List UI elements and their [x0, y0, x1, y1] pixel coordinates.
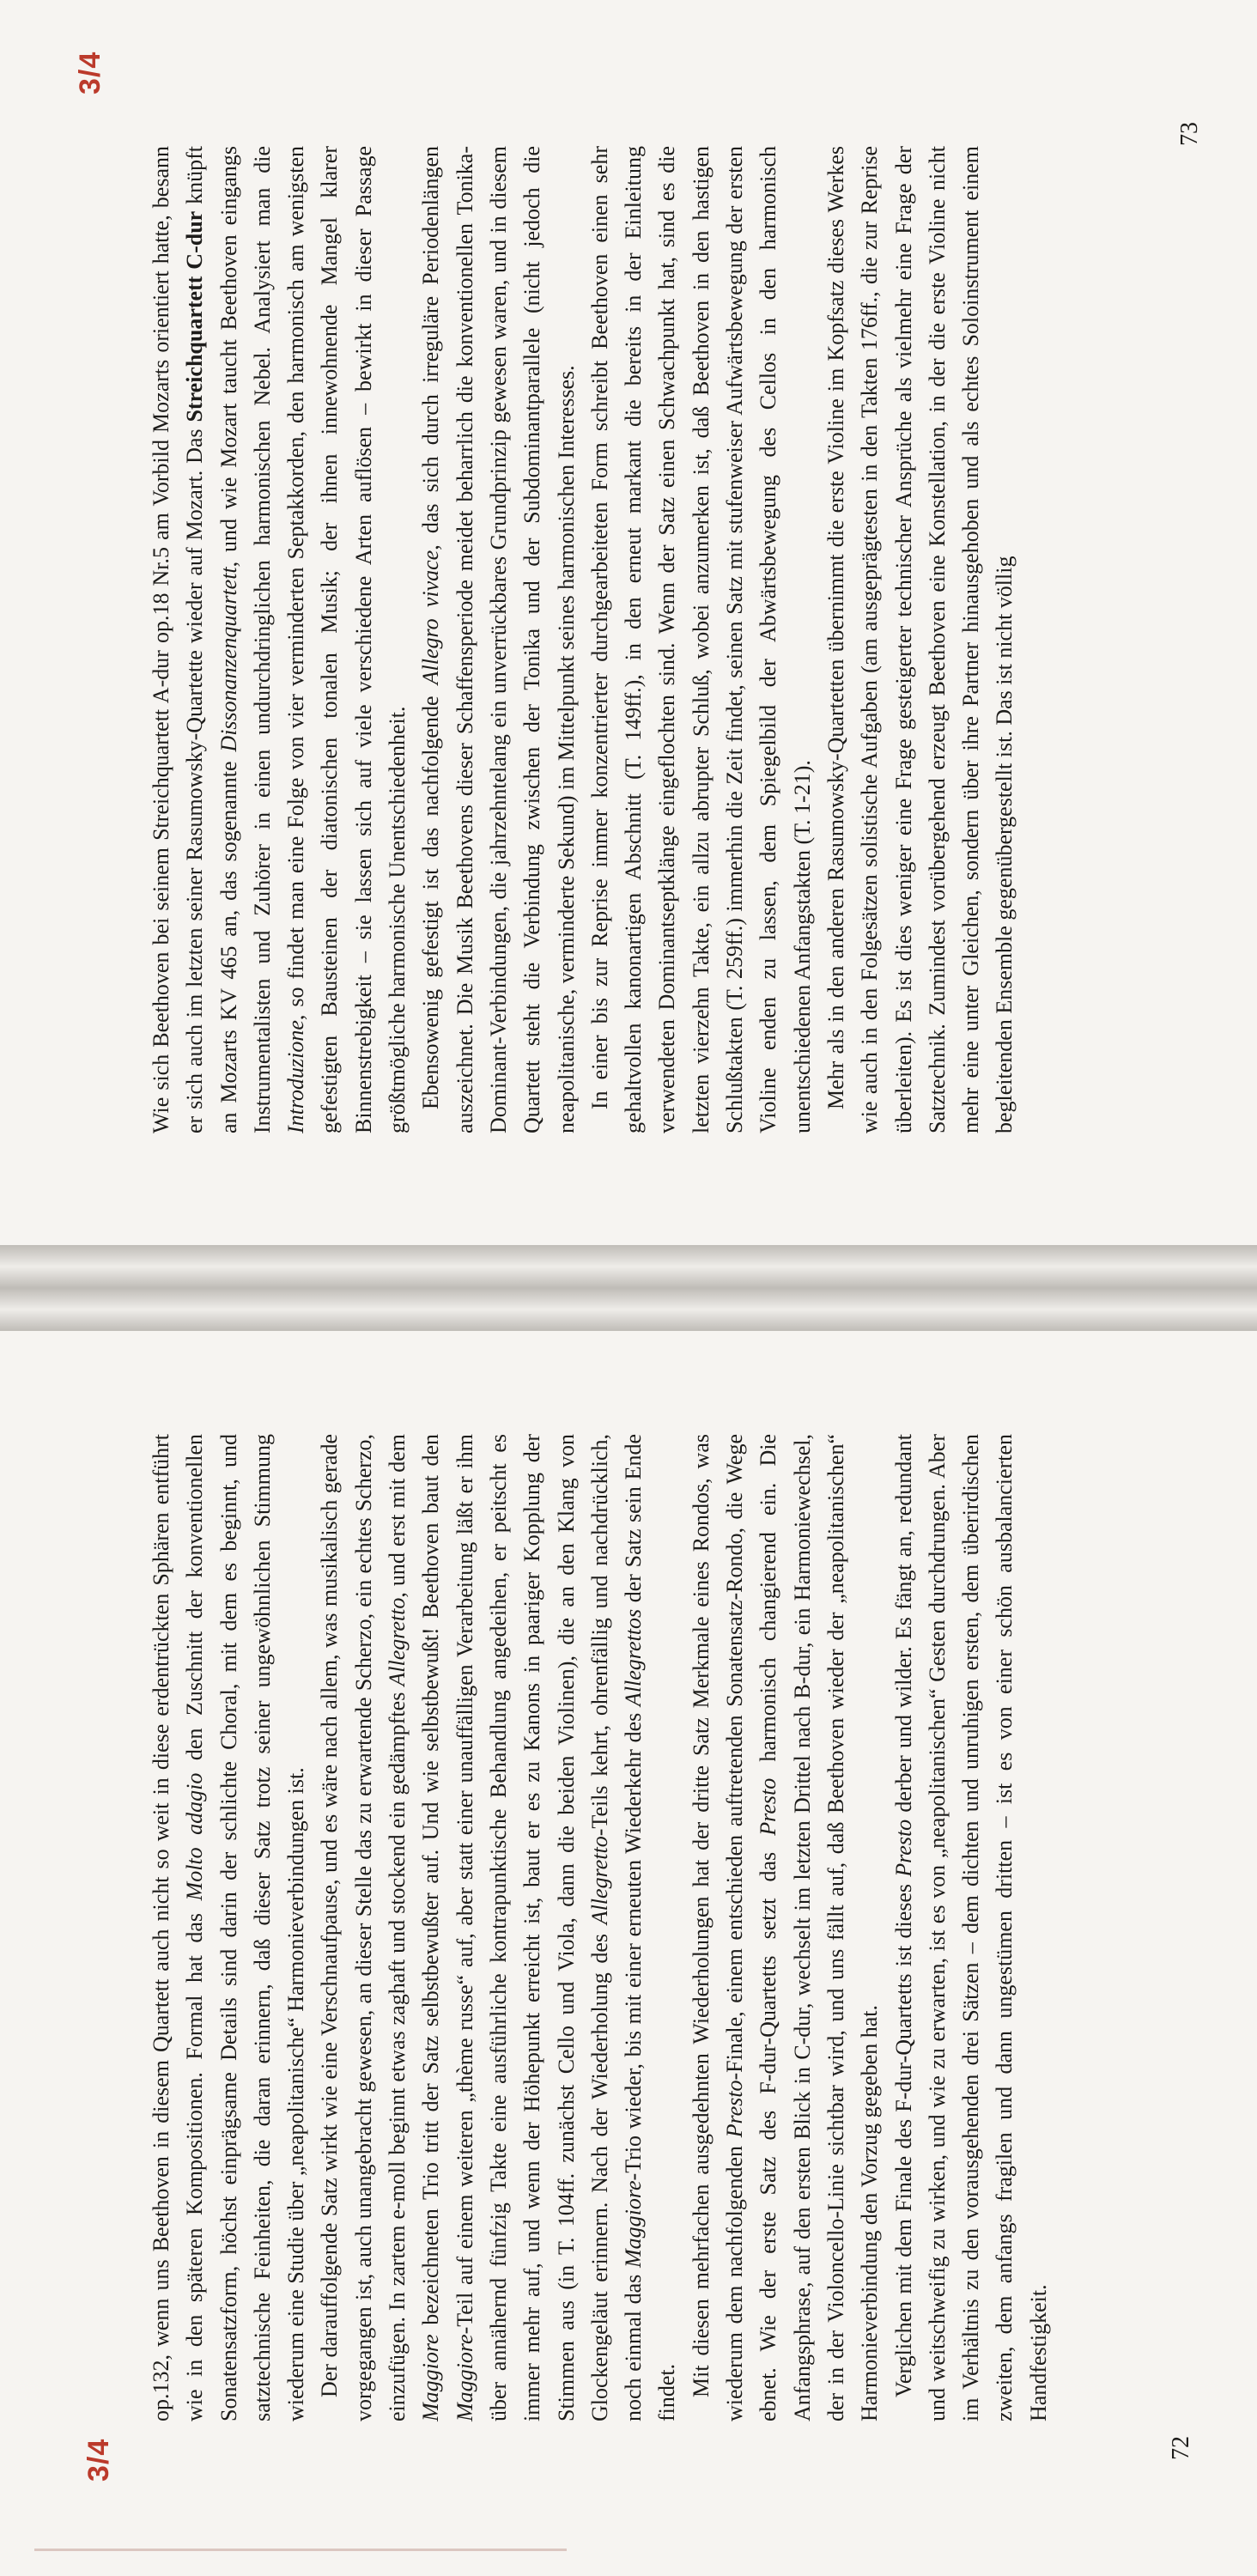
text-run: Molto adagio — [182, 1772, 208, 1901]
paragraph — [144, 146, 414, 1133]
text-run: Introduzione — [283, 1020, 309, 1133]
paragraph — [313, 1434, 683, 2421]
text-run: Ebensowenig gefestigt ist das nachfolgende — [418, 684, 444, 1109]
body-text-page-72 — [144, 1434, 1055, 2421]
page-number-73: 73 — [1176, 122, 1203, 146]
paragraph — [583, 146, 819, 1133]
paragraph — [684, 1434, 887, 2421]
text-run: -Teils kehrt, ohrenfällig und nachdrücklich, noch einmal das — [586, 1434, 647, 2421]
text-run: -Trio wieder, bis mit einer erneuten Wiederkehr des — [621, 1706, 647, 2181]
paragraph — [887, 1434, 1055, 2421]
text-run: Allegretto — [586, 1836, 612, 1925]
paragraph — [414, 146, 582, 1133]
text-run: op.132, wenn uns Beethoven in diesem Quartett auch nicht so weit in diese erdentrückten Sphären entführt wie in den späteren Kompositionen. Formal hat das — [149, 1434, 208, 2421]
page-number-72: 72 — [1168, 2436, 1194, 2460]
text-run: Maggiore — [418, 2334, 444, 2421]
text-run: -Finale, einem entschieden auftretenden Sonatensatz-Rondo, die Wege ebnet. Wie der erste Satz des F-dur-Quartetts setzt das — [722, 1434, 781, 2421]
text-run: , und erst mit dem — [385, 1434, 410, 1598]
text-run: Presto — [890, 1819, 916, 1877]
text-run: Wie sich Beethoven bei seinem Streichquartett A-dur op.18 Nr.5 am Vorbild Mozarts orientiert hatte, besann er sich auch im letzten seiner Rasumowsky-Quartette wieder auf Mozart. Das — [149, 146, 208, 1133]
text-run: Presto — [756, 1777, 781, 1836]
text-run: Mehr als in den anderen Rasumowsky-Quartetten übernimmt die erste Violine im Kopfsatz dieses Werkes wie auch in den Folgesätzen solistische Aufgaben (am ausgeprägtesten in den Takten 176ff., die zur Reprise überleiten). Es ist dies weniger eine Frage gesteigerter technischer Ansprüche als vielmehr eine Frage der Satztechnik. Zumindest vorübergehend erzeugt Beethoven eine Konstellation, in der die erste Violine nicht mehr eine unter Gleichen, sondern über ihre Partner hinausgehoben und als echtes Soloinstrument einem begleitenden Ensemble gegenübergestellt ist. Das ist nicht völlig — [823, 146, 1017, 1133]
text-run: Mit diesen mehrfachen ausgedehnten Wiederholungen hat der dritte Satz Merkmale eines Rondos, was wiederum dem nachfolgenden — [688, 1434, 748, 2421]
text-run: -Teil auf einem weiteren „thème russe“ auf, aber statt einer unauffälligen Verarbeitung läßt er ihm über annähernd fünfzig Takte eine ausführliche kontrapunktische Behandlung angedeihen, er peitscht es immer mehr auf, und wenn der Höhepunkt erreicht ist, baut er es zu Kanons in paariger Kopplung der Stimmen aus (in T. 104ff. zunächst Cello und Viola, dann die beiden Violinen), die an den Klang von Glockengeläut erinnern. Nach der Wiederholung des — [452, 1434, 612, 2421]
text-run: knüpft an Mozarts KV 465 an, das sogenannte — [182, 146, 241, 1133]
text-run: der Satz sein Ende findet. — [621, 1433, 680, 2421]
page-72 — [0, 1288, 1257, 2576]
paragraph — [144, 1434, 313, 2421]
text-run: Presto — [722, 2080, 748, 2138]
text-run: Verglichen mit dem Finale des F-dur-Quartetts ist dieses — [890, 1876, 916, 2397]
paragraph — [819, 146, 1022, 1133]
text-run: Allegro vivace — [418, 550, 444, 685]
text-run: den Zuschnitt der konventionellen Sonatensatzform, höchst einprägsame Details sind darin der schlichte Choral, mit dem es beginnt, und satztechnische Feinheiten, die daran erinnern, daß dieser Satz trotz seiner ungewöhnlichen Stimmung wiederum eine Studie über „neapolitanische“ Harmonieverbindungen ist. — [182, 1434, 309, 2421]
text-run: Allegrettos — [621, 1608, 647, 1707]
chapter-folio-bottom: 3/4 — [82, 2438, 115, 2482]
text-run: derber und wilder. Es fängt an, redundant und weitschweifig zu wirken, und wie zu erwarten, ist es von „neapolitanischen“ Gesten durchdrungen. Aber im Verhältnis zu den vorausgehenden drei Sätzen – dem dichten und unruhigen ersten, dem überirdischen zweiten, dem anfangs fragilen und dann ungestümen dritten – ist es von einer schön ausbalancierten Handfestigkeit. — [890, 1434, 1051, 2421]
pencil-mark — [34, 2549, 567, 2551]
text-run: Dissonanzenquartett — [216, 567, 241, 752]
text-run: bezeichneten Trio tritt der Satz selbstbewußter auf. Und wie selbstbewußt! Beethoven baut den — [418, 1434, 444, 2335]
body-text-page-73 — [144, 146, 1022, 1133]
text-run: , so findet man eine Folge von vier verminderten Septakkorden, den harmonisch am wenigsten gefestigten Bausteinen der diatonischen tonalen Musik; der ihnen innewohnende Mangel klarer Binnenstrebigkeit – sie lassen sich auf viele verschiedene Arten auflösen – bewirkt in dieser Passage größtmögliche harmonische Unentschiedenheit. — [283, 146, 410, 1133]
text-run: , und wie Mozart taucht Beethoven eingangs Instrumentalisten und Zuhörer in einen undurchdringlichen harmonischen Nebel. Analysiert man die — [216, 146, 275, 1133]
text-run: Streichquartett C-dur — [182, 210, 208, 422]
chapter-folio-top: 3/4 — [74, 51, 106, 94]
text-run: harmonisch changierend ein. Die Anfangsphrase, auf den ersten Blick in C-dur, wechselt im letzten Drittel nach B-dur, ein Harmoniewechsel, der in der Violoncello-Linie sichtbar wird, und uns fällt auf, daß Beethoven wieder der „neapolitanischen“ Harmonieverbindung den Vorzug gegeben hat. — [756, 1434, 883, 2421]
text-run: Der darauffolgende Satz wirkt wie eine Verschnaufpause, und es wäre nach allem, was musikalisch gerade vorgegangen ist, auch unangebracht gewesen, an dieser Stelle das zu erwartende Scherzo, ein echtes Scherzo, einzufügen. In zartem e-moll beginnt etwas zaghaft und stockend ein gedämpftes — [317, 1434, 410, 2421]
book-gutter-shadow — [0, 1245, 1257, 1288]
text-run: Allegretto — [385, 1597, 410, 1686]
text-run: Maggiore — [452, 2334, 477, 2421]
text-run: In einer bis zur Reprise immer konzentrierter durchgearbeiteten Form schreibt Beethoven einen sehr gehaltvollen kanonartigen Abschnitt (T. 149ff.), in den erneut markant die bereits in der Einleitung verwendeten Dominantseptklänge eingeflochten sind. Wenn der Satz einen Schwachpunkt hat, sind es die letzten vierzehn Takte, ein allzu abrupter Schluß, wobei anzumerken ist, daß Beethoven in den hastigen Schlußtakten (T. 259ff.) immerhin die Zeit findet, seinen Satz mit stufenweiser Aufwärtsbewegung der ersten Violine enden zu lassen, dem Spiegelbild der Abwärtsbewegung des Cellos in den harmonisch unentschiedenen Anfangstakten (T. 1-21). — [586, 146, 815, 1133]
page-72-content — [0, 1288, 1257, 2576]
text-run: Maggiore — [621, 2180, 647, 2269]
text-run: , das sich durch irreguläre Periodenlängen auszeichnet. Die Musik Beethovens dieser Schaffensperiode meidet beharrlich die konventionellen Tonika-Dominant-Verbindungen, die jahrzehntelang ein unverrückbares Grundprinzip gewesen waren, und in diesem Quartett steht die Verbindung zwischen der Tonika und der Subdominantparallele (nicht jedoch die neapolitanische, verminderte Sekund) im Mittelpunkt seines harmonischen Interesses. — [418, 146, 579, 1133]
